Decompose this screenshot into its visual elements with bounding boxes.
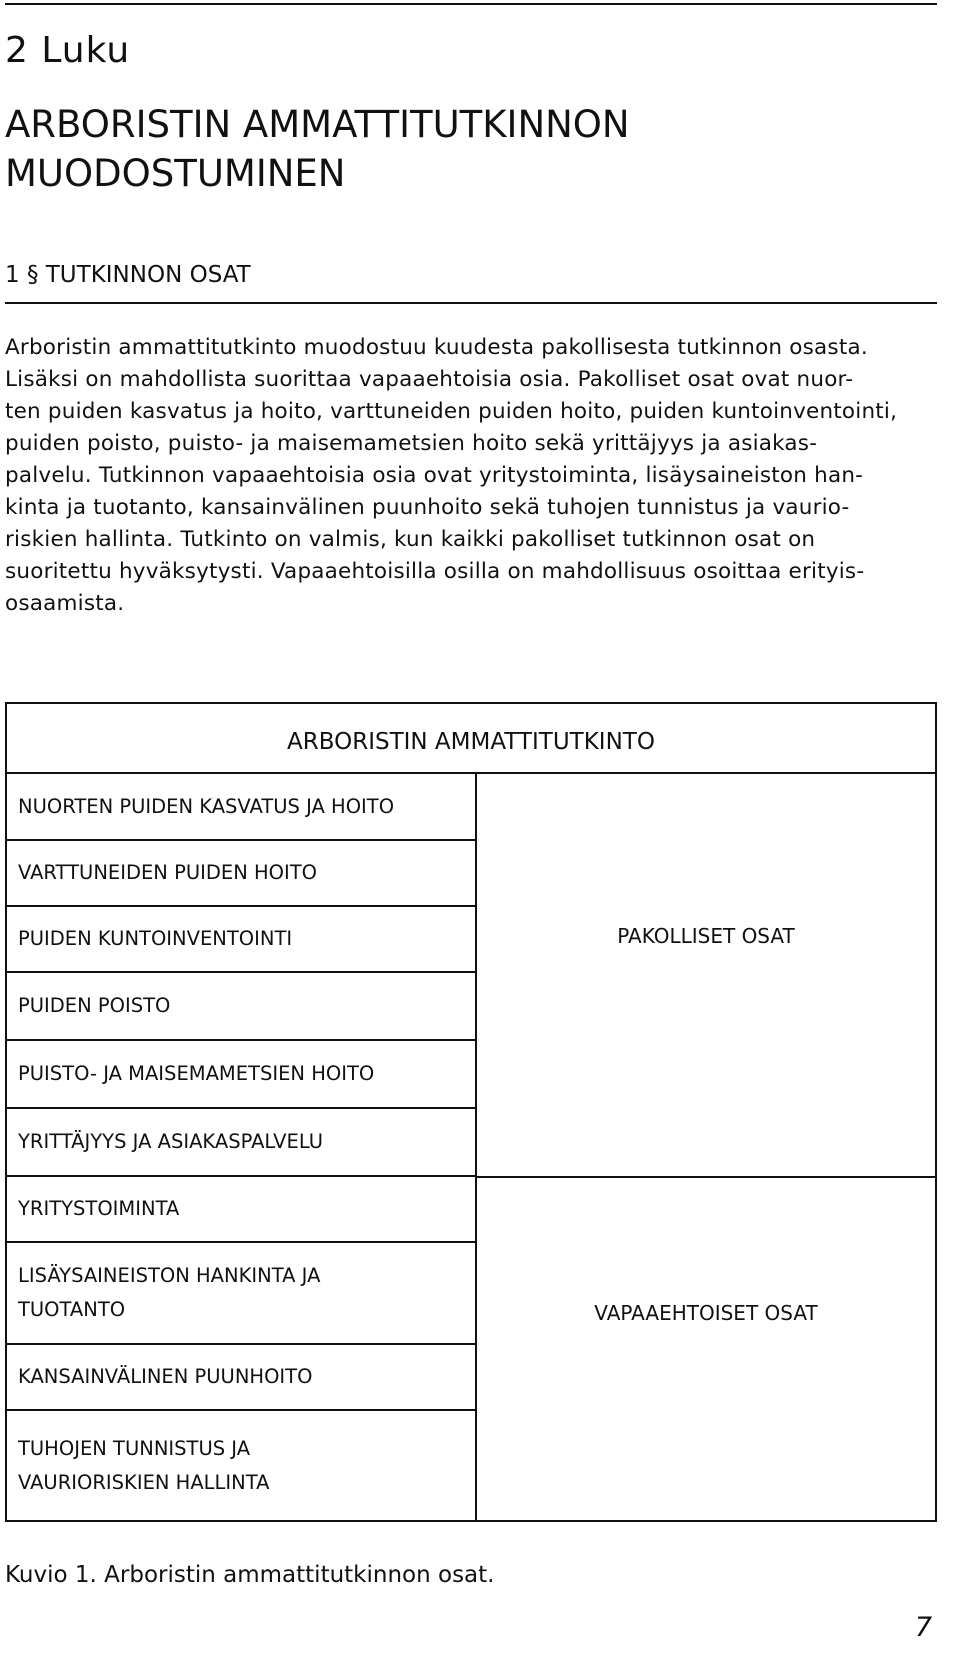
top-rule — [5, 3, 937, 5]
title-line-2: MUODOSTUMINEN — [5, 152, 346, 195]
optional-parts-label: VAPAAEHTOISET OSAT — [594, 1301, 818, 1325]
paragraph-line: palvelu. Tutkinnon vapaaehtoisia osia ovat yritystoiminta, lisäysaineiston han- — [5, 463, 864, 488]
paragraph-line: osaamista. — [5, 591, 125, 616]
mandatory-part-6: YRITTÄJYYS JA ASIAKASPALVELU — [7, 1109, 475, 1177]
column-divider — [475, 774, 477, 1520]
optional-part-2 — [7, 1243, 475, 1345]
section-heading: 1 § TUTKINNON OSAT — [5, 262, 251, 288]
paragraph-line: suoritettu hyväksytysti. Vapaaehtoisilla osilla on mahdollisuus osoittaa erityis- — [5, 559, 865, 584]
qualification-figure — [5, 702, 937, 1522]
mandatory-part-4: PUIDEN POISTO — [7, 973, 475, 1041]
paragraph-line: Lisäksi on mahdollista suorittaa vapaaehtoisia osia. Pakolliset osat ovat nuor- — [5, 367, 854, 392]
mandatory-part-1: NUORTEN PUIDEN KASVATUS JA HOITO — [7, 774, 475, 841]
mandatory-part-3: PUIDEN KUNTOINVENTOINTI — [7, 907, 475, 973]
section-rule — [5, 302, 937, 304]
optional-part-4 — [7, 1411, 475, 1520]
paragraph-line: Arboristin ammattitutkinto muodostuu kuudesta pakollisesta tutkinnon osasta. — [5, 335, 868, 360]
optional-part-1: YRITYSTOIMINTA — [7, 1177, 475, 1243]
mandatory-part-5: PUISTO- JA MAISEMAMETSIEN HOITO — [7, 1041, 475, 1109]
chapter-label: 2 Luku — [5, 30, 131, 71]
mandatory-parts-label: PAKOLLISET OSAT — [617, 924, 795, 948]
page-number: 7 — [914, 1612, 932, 1643]
group-divider — [475, 1176, 937, 1178]
optional-part-3: KANSAINVÄLINEN PUUNHOITO — [7, 1345, 475, 1411]
title-line-1: ARBORISTIN AMMATTITUTKINNON — [5, 103, 630, 146]
figure-caption: Kuvio 1. Arboristin ammattitutkinnon osat. — [5, 1562, 495, 1588]
paragraph-line: riskien hallinta. Tutkinto on valmis, kun kaikki pakolliset tutkinnon osat on — [5, 527, 816, 552]
optional-part-4-text: TUHOJEN TUNNISTUS JA VAURIORISKIEN HALLINTA — [18, 1436, 270, 1494]
mandatory-part-2: VARTTUNEIDEN PUIDEN HOITO — [7, 841, 475, 907]
body-paragraph — [5, 332, 935, 620]
paragraph-line: puiden poisto, puisto- ja maisemametsien hoito sekä yrittäjyys ja asiakas- — [5, 431, 818, 456]
page-title — [5, 100, 905, 198]
figure-title: ARBORISTIN AMMATTITUTKINTO — [7, 704, 935, 774]
paragraph-line: ten puiden kasvatus ja hoito, varttuneiden puiden hoito, puiden kuntoinventointi, — [5, 399, 898, 424]
optional-part-2-text: LISÄYSAINEISTON HANKINTA JA TUOTANTO — [18, 1264, 321, 1321]
paragraph-line: kinta ja tuotanto, kansainvälinen puunhoito sekä tuhojen tunnistus ja vaurio- — [5, 495, 850, 520]
